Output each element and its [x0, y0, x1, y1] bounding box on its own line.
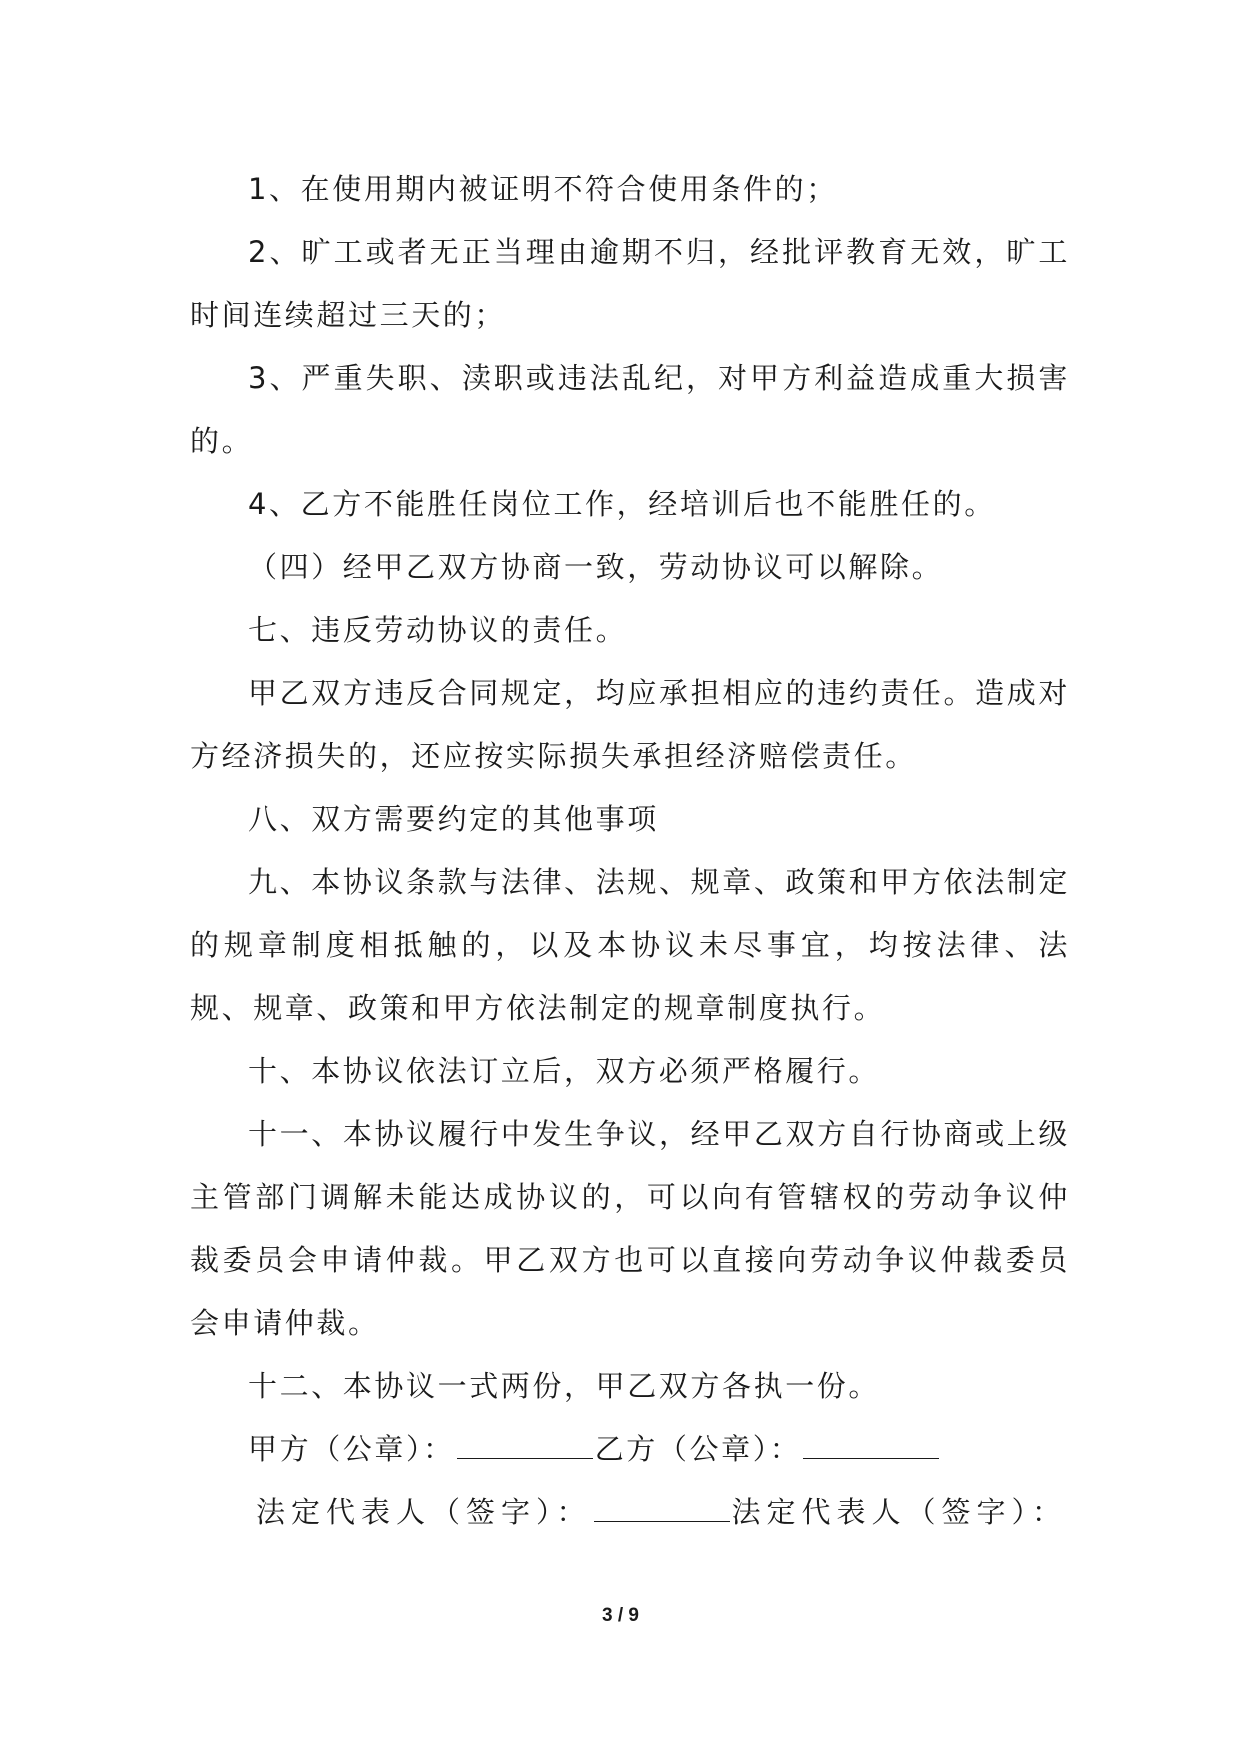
paragraph: 1、在使用期内被证明不符合使用条件的； — [248, 172, 838, 206]
seal-signature-line — [190, 1418, 1070, 1481]
party-b-rep-label: 法定代表人（签字）： — [731, 1495, 1068, 1529]
party-b-seal-label: 乙方（公章）： — [594, 1432, 802, 1466]
document-body — [190, 158, 1070, 1544]
paragraph: 2、旷工或者无正当理由逾期不归，经批评教育无效，旷工时间连续超过三天的； — [190, 235, 1070, 332]
paragraph: 4、乙方不能胜任岗位工作，经培训后也不能胜任的。 — [248, 487, 996, 521]
paragraph: 十一、本协议履行中发生争议，经甲乙双方自行协商或上级主管部门调解未能达成协议的，可以向有管辖权的劳动争议仲裁委员会申请仲裁。甲乙双方也可以直接向劳动争议仲裁委员会申请仲裁。 — [190, 1117, 1070, 1340]
party-a-seal-blank[interactable] — [457, 1436, 593, 1459]
paragraph: 十、本协议依法订立后，双方必须严格履行。 — [248, 1054, 881, 1088]
party-a-rep-label: 法定代表人（签字）： — [256, 1495, 592, 1529]
paragraph: （四）经甲乙双方协商一致，劳动协议可以解除。 — [248, 550, 944, 584]
party-a-seal-label: 甲方（公章）： — [248, 1432, 455, 1466]
paragraph: 3、严重失职、渎职或违法乱纪，对甲方利益造成重大损害的。 — [190, 361, 1070, 458]
representative-signature-line — [190, 1481, 1070, 1544]
paragraph: 七、违反劳动协议的责任。 — [248, 613, 628, 647]
party-a-rep-blank[interactable] — [594, 1499, 730, 1522]
paragraph: 九、本协议条款与法律、法规、规章、政策和甲方依法制定的规章制度相抵触的，以及本协议未尽事宜，均按法律、法规、规章、政策和甲方依法制定的规章制度执行。 — [190, 865, 1070, 1025]
paragraph: 八、双方需要约定的其他事项 — [248, 802, 659, 836]
page-number: 3 / 9 — [602, 1605, 639, 1626]
paragraph: 十二、本协议一式两份，甲乙双方各执一份。 — [248, 1369, 881, 1403]
paragraph: 甲乙双方违反合同规定，均应承担相应的违约责任。造成对方经济损失的，还应按实际损失承担经济赔偿责任。 — [190, 676, 1070, 773]
party-b-seal-blank[interactable] — [803, 1436, 939, 1459]
